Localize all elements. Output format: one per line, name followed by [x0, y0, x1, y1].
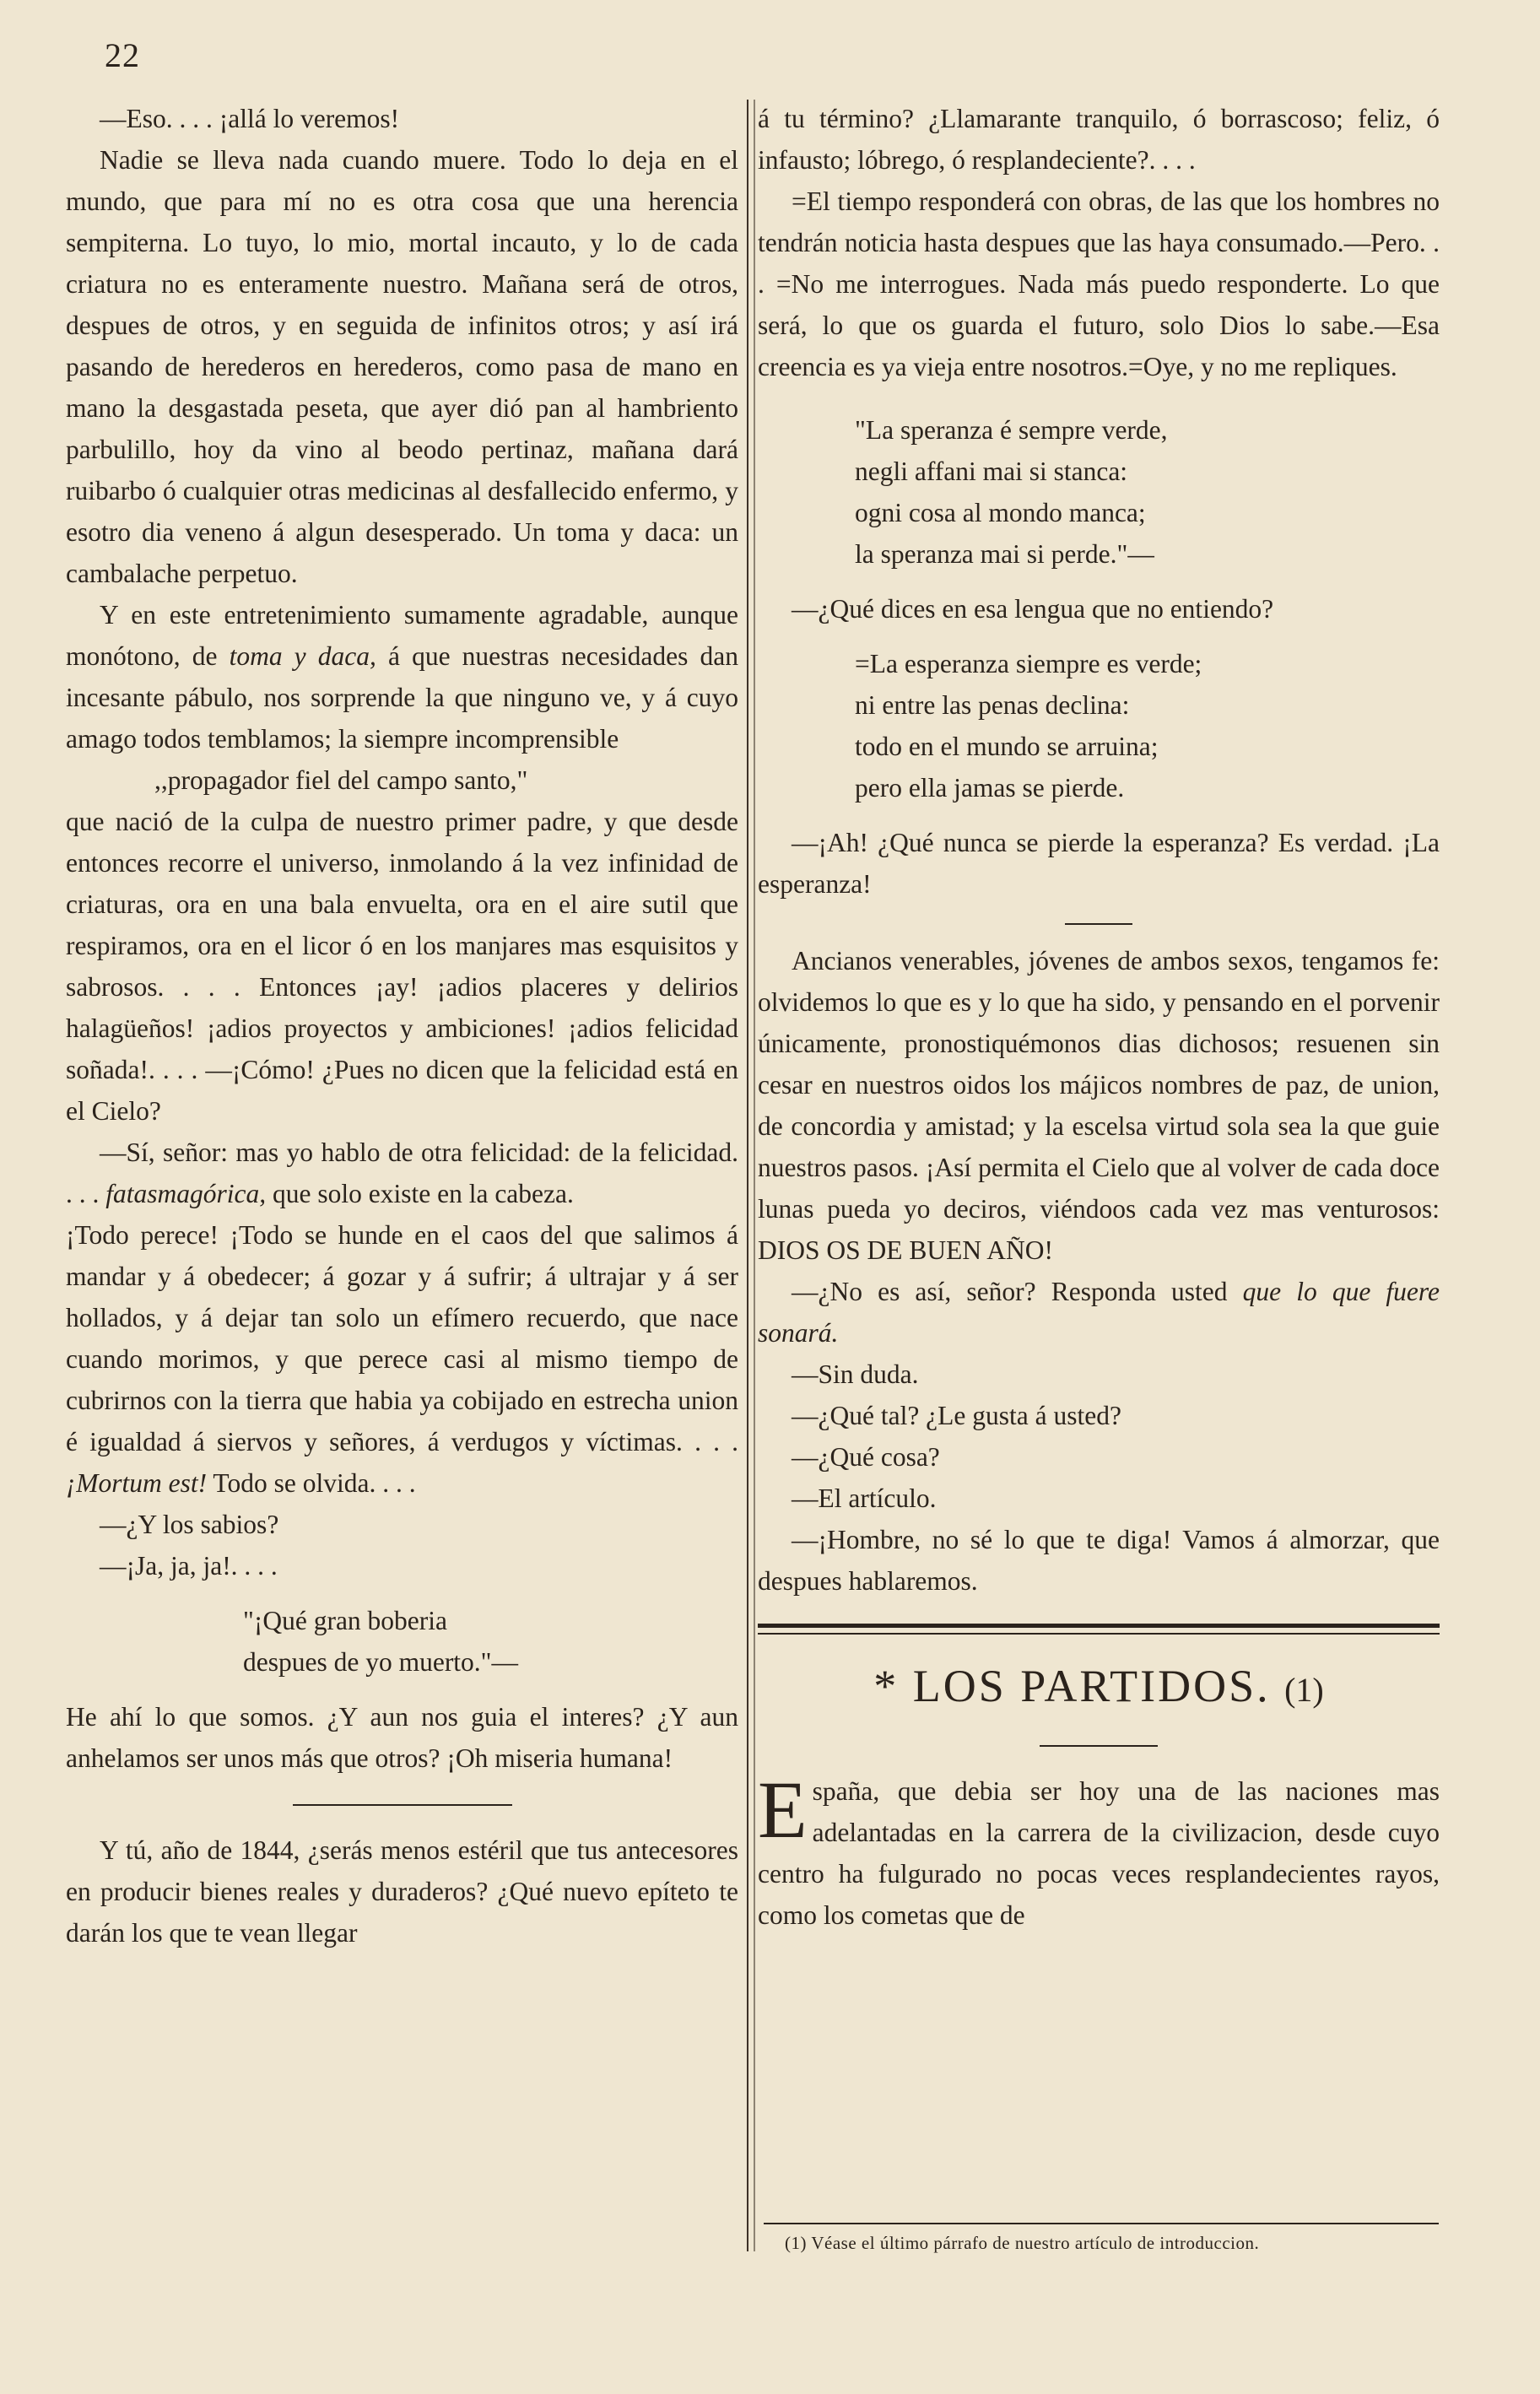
text: ¡Todo perece! ¡Todo se hunde en el caos del que salimos á mandar y á obedecer; á gozar y á sufrir; á ultrajar y á ser hollados, y á dejar tan solo un efímero recuerdo, que nace cuando morimos, y que perece casi al mismo tiempo de cubrirnos con la tierra que habia ya cobijado en estrecha union é igualdad á siervos y señores, á verdugos y víctimas. . . .	[66, 1220, 738, 1456]
paragraph: —¡Ah! ¿Qué nunca se pierde la esperanza? Es verdad. ¡La esperanza!	[758, 828, 1440, 899]
footnote-rule	[764, 2223, 1439, 2224]
verse-italian	[758, 409, 1440, 575]
paragraph: Ancianos venerables, jóvenes de ambos sexos, tengamos fe: olvidemos lo que es y lo que ha sido, y pensando en el porvenir únicamente, pronostiquémonos dias dichosos; resuenen sin cesar en nuestros oidos los májicos nombres de paz, de union, de concordia y amistad; y la escelsa virtud sola sea la que guie nuestros pasos. ¡Así permita el Cielo que al volver de cada doce lunas pueda yo deciros, viéndoos cada vez mas venturosos: DIOS OS DE BUEN AÑO!	[758, 946, 1440, 1265]
verse-line: ogni cosa al mondo manca;	[855, 498, 1146, 527]
verse-line: "¡Qué gran boberia	[243, 1606, 448, 1635]
paragraph: —¿Y los sabios?	[100, 1510, 279, 1539]
verse-spanish	[758, 643, 1440, 808]
text: á que nuestras necesidades dan incesante pábulo, nos sorprende la que ninguno ve, y á cuyo amago todos temblamos; la siempre incomprensible	[66, 641, 738, 754]
column-divider-inner	[754, 100, 755, 2251]
section-title-text: * LOS PARTIDOS.	[873, 1661, 1271, 1711]
paragraph: —¡Hombre, no sé lo que te diga! Vamos á almorzar, que despues hablaremos.	[758, 1525, 1440, 1596]
left-column	[66, 98, 738, 1954]
text: que solo existe en la cabeza.	[266, 1179, 574, 1208]
italic-text: fatasmagórica,	[105, 1179, 267, 1208]
paragraph: —¡Ja, ja, ja!. . . .	[100, 1551, 278, 1581]
section-title	[758, 1656, 1440, 1720]
verse-line: "La speranza é sempre verde,	[855, 415, 1168, 445]
verse-line: =La esperanza siempre es verde;	[855, 649, 1202, 678]
footnote: (1) Véase el último párrafo de nuestro artículo de introduccion.	[785, 2233, 1260, 2253]
paragraph: Nadie se lleva nada cuando muere. Todo lo deja en el mundo, que para mí no es otra cosa que una herencia sempiterna. Lo tuyo, lo mio, mortal incauto, y lo de cada criatura no es enteramente nuestro. Mañana será de otros, despues de otros, y en seguida de infinitos otros; y así irá pasando de herederos en herederos, como pasa de mano en mano la desgastada peseta, que ayer dió pan al hambriento parbulillo, hoy da vino al beodo pertinaz, mañana dará ruibarbo ó cualquier otras medicinas al desfallecido enfermo, y esotro dia veneno á algun desesperado. Un toma y daca: un cambalache perpetuo.	[66, 145, 738, 588]
paragraph: He ahí lo que somos. ¿Y aun nos guia el interes? ¿Y aun anhelamos ser unos más que otros? ¡Oh miseria humana!	[66, 1702, 738, 1773]
text: spaña, que debia ser hoy una de las naciones mas adelantadas en la carrera de la civilizacion, desde cuyo centro ha fulgurado no pocas veces resplandecientes rayos, como los cometas que de	[758, 1776, 1440, 1930]
quote: ,,propagador fiel del campo santo,"	[154, 765, 528, 795]
separator-rule	[1065, 923, 1132, 925]
text: —¿No es así, señor? Responda usted	[792, 1277, 1243, 1306]
verse-line: negli affani mai si stanca:	[855, 457, 1128, 486]
verse-line: ni entre las penas declina:	[855, 690, 1130, 720]
section-divider	[758, 1624, 1440, 1635]
paragraph	[758, 1271, 1440, 1354]
paragraph: que nació de la culpa de nuestro primer padre, y que desde entonces recorre el universo, inmolando á la vez infinidad de criaturas, ora en una bala envuelta, ora en el aire sutil que respiramos, ora en el licor ó en los manjares mas esquisitos y sabrosos. . . . Entonces ¡ay! ¡adios placeres y delirios halagüeños! ¡adios proyectos y ambiciones! ¡adios felicidad soñada!. . . . —¡Cómo! ¿Pues no dicen que la felicidad está en el Cielo?	[66, 807, 738, 1126]
verse-line: pero ella jamas se pierde.	[855, 773, 1125, 803]
paragraph: —¿Qué dices en esa lengua que no entiendo?	[792, 594, 1274, 624]
paragraph: á tu término? ¿Llamarante tranquilo, ó borrascoso; feliz, ó infausto; lóbrego, ó resplandeciente?. . . .	[758, 104, 1440, 175]
verse	[66, 1600, 738, 1683]
text: —Sí, señor: mas yo hablo de otra felicidad: de la felicidad. . . .	[66, 1138, 738, 1208]
paragraph	[66, 594, 738, 759]
paragraph: —Sin duda.	[792, 1359, 919, 1389]
separator-rule	[1040, 1745, 1158, 1747]
paragraph: —¿Qué tal? ¿Le gusta á usted?	[792, 1401, 1121, 1430]
right-column	[758, 98, 1440, 1936]
verse-line: la speranza mai si perde."—	[855, 539, 1154, 569]
paragraph	[66, 1132, 738, 1214]
paragraph	[66, 1214, 738, 1504]
drop-cap: E	[758, 1764, 808, 1855]
paragraph	[758, 1764, 1440, 1936]
italic-text: que lo que fuere sonará.	[758, 1277, 1440, 1348]
italic-text: toma y daca,	[229, 641, 376, 671]
separator-rule	[293, 1804, 512, 1806]
paragraph: —¿Qué cosa?	[792, 1442, 940, 1472]
italic-text: ¡Mortum est!	[66, 1468, 208, 1498]
paragraph: —Eso. . . . ¡allá lo veremos!	[100, 104, 400, 133]
text: Todo se olvida. . . .	[207, 1468, 416, 1498]
column-divider	[747, 100, 748, 2251]
paragraph: —El artículo.	[792, 1483, 937, 1513]
text: Y en este entretenimiento sumamente agradable, aunque monótono, de	[66, 600, 738, 671]
verse-line: despues de yo muerto."—	[243, 1647, 519, 1677]
paragraph: Y tú, año de 1844, ¿serás menos estéril que tus antecesores en producir bienes reales y duraderos? ¿Qué nuevo epíteto te darán los que te vean llegar	[66, 1835, 738, 1948]
paragraph: =El tiempo responderá con obras, de las que los hombres no tendrán noticia hasta despues que las haya consumado.—Pero. . . =No me interrogues. Nada más puedo responderte. Lo que será, lo que os guarda el futuro, solo Dios lo sabe.—Esa creencia es ya vieja entre nosotros.=Oye, y no me repliques.	[758, 186, 1440, 381]
footnote-marker: (1)	[1284, 1671, 1324, 1709]
verse-line: todo en el mundo se arruina;	[855, 732, 1159, 761]
page-number: 22	[105, 36, 140, 74]
